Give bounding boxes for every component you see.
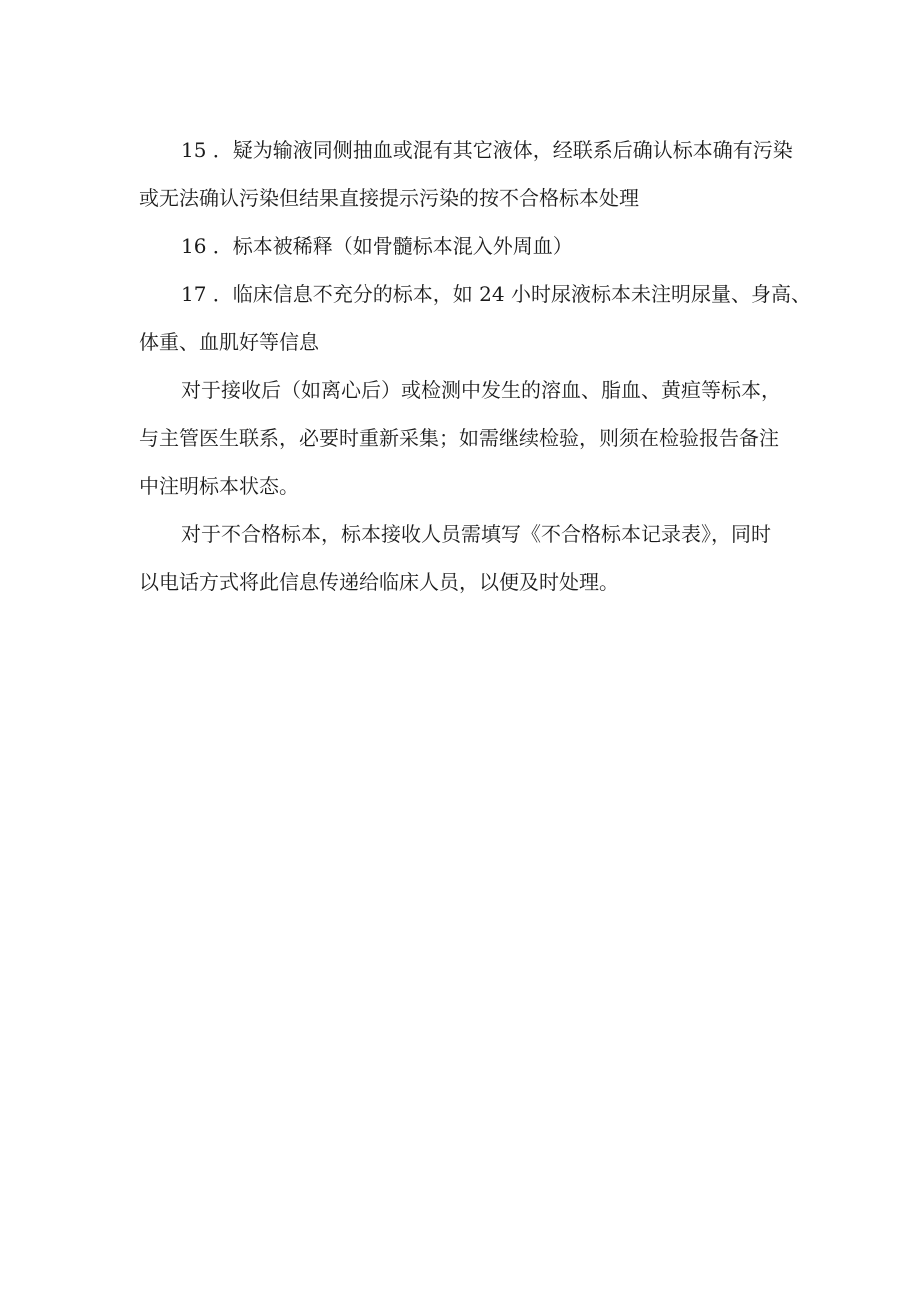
paragraph-line: 17 ．临床信息不充分的标本，如 24 小时尿液标本未注明尿量、身高、	[181, 282, 811, 306]
paragraph-16	[139, 222, 789, 270]
paragraph-unqualified-specimen-record	[139, 510, 789, 606]
paragraph-15	[139, 126, 793, 222]
paragraph-17	[139, 270, 811, 366]
paragraph-line: 体重、血肌好等信息	[139, 330, 319, 354]
paragraph-line: 或无法确认污染但结果直接提示污染的按不合格标本处理	[139, 186, 639, 210]
document-body	[139, 126, 811, 606]
paragraph-hemolysis-handling	[139, 366, 789, 510]
paragraph-line: 与主管医生联系，必要时重新采集；如需继续检验，则须在检验报告备注	[139, 426, 779, 450]
paragraph-line: 对于接收后（如离心后）或检测中发生的溶血、脂血、黄疸等标本，	[181, 378, 781, 402]
paragraph-line: 以电话方式将此信息传递给临床人员，以便及时处理。	[139, 570, 619, 594]
paragraph-line: 对于不合格标本，标本接收人员需填写《不合格标本记录表》，同时	[181, 522, 771, 546]
paragraph-line: 中注明标本状态。	[139, 474, 299, 498]
paragraph-line: 15 ．疑为输液同侧抽血或混有其它液体，经联系后确认标本确有污染	[181, 138, 793, 162]
paragraph-line: 16 ．标本被稀释（如骨髓标本混入外周血）	[181, 234, 573, 258]
